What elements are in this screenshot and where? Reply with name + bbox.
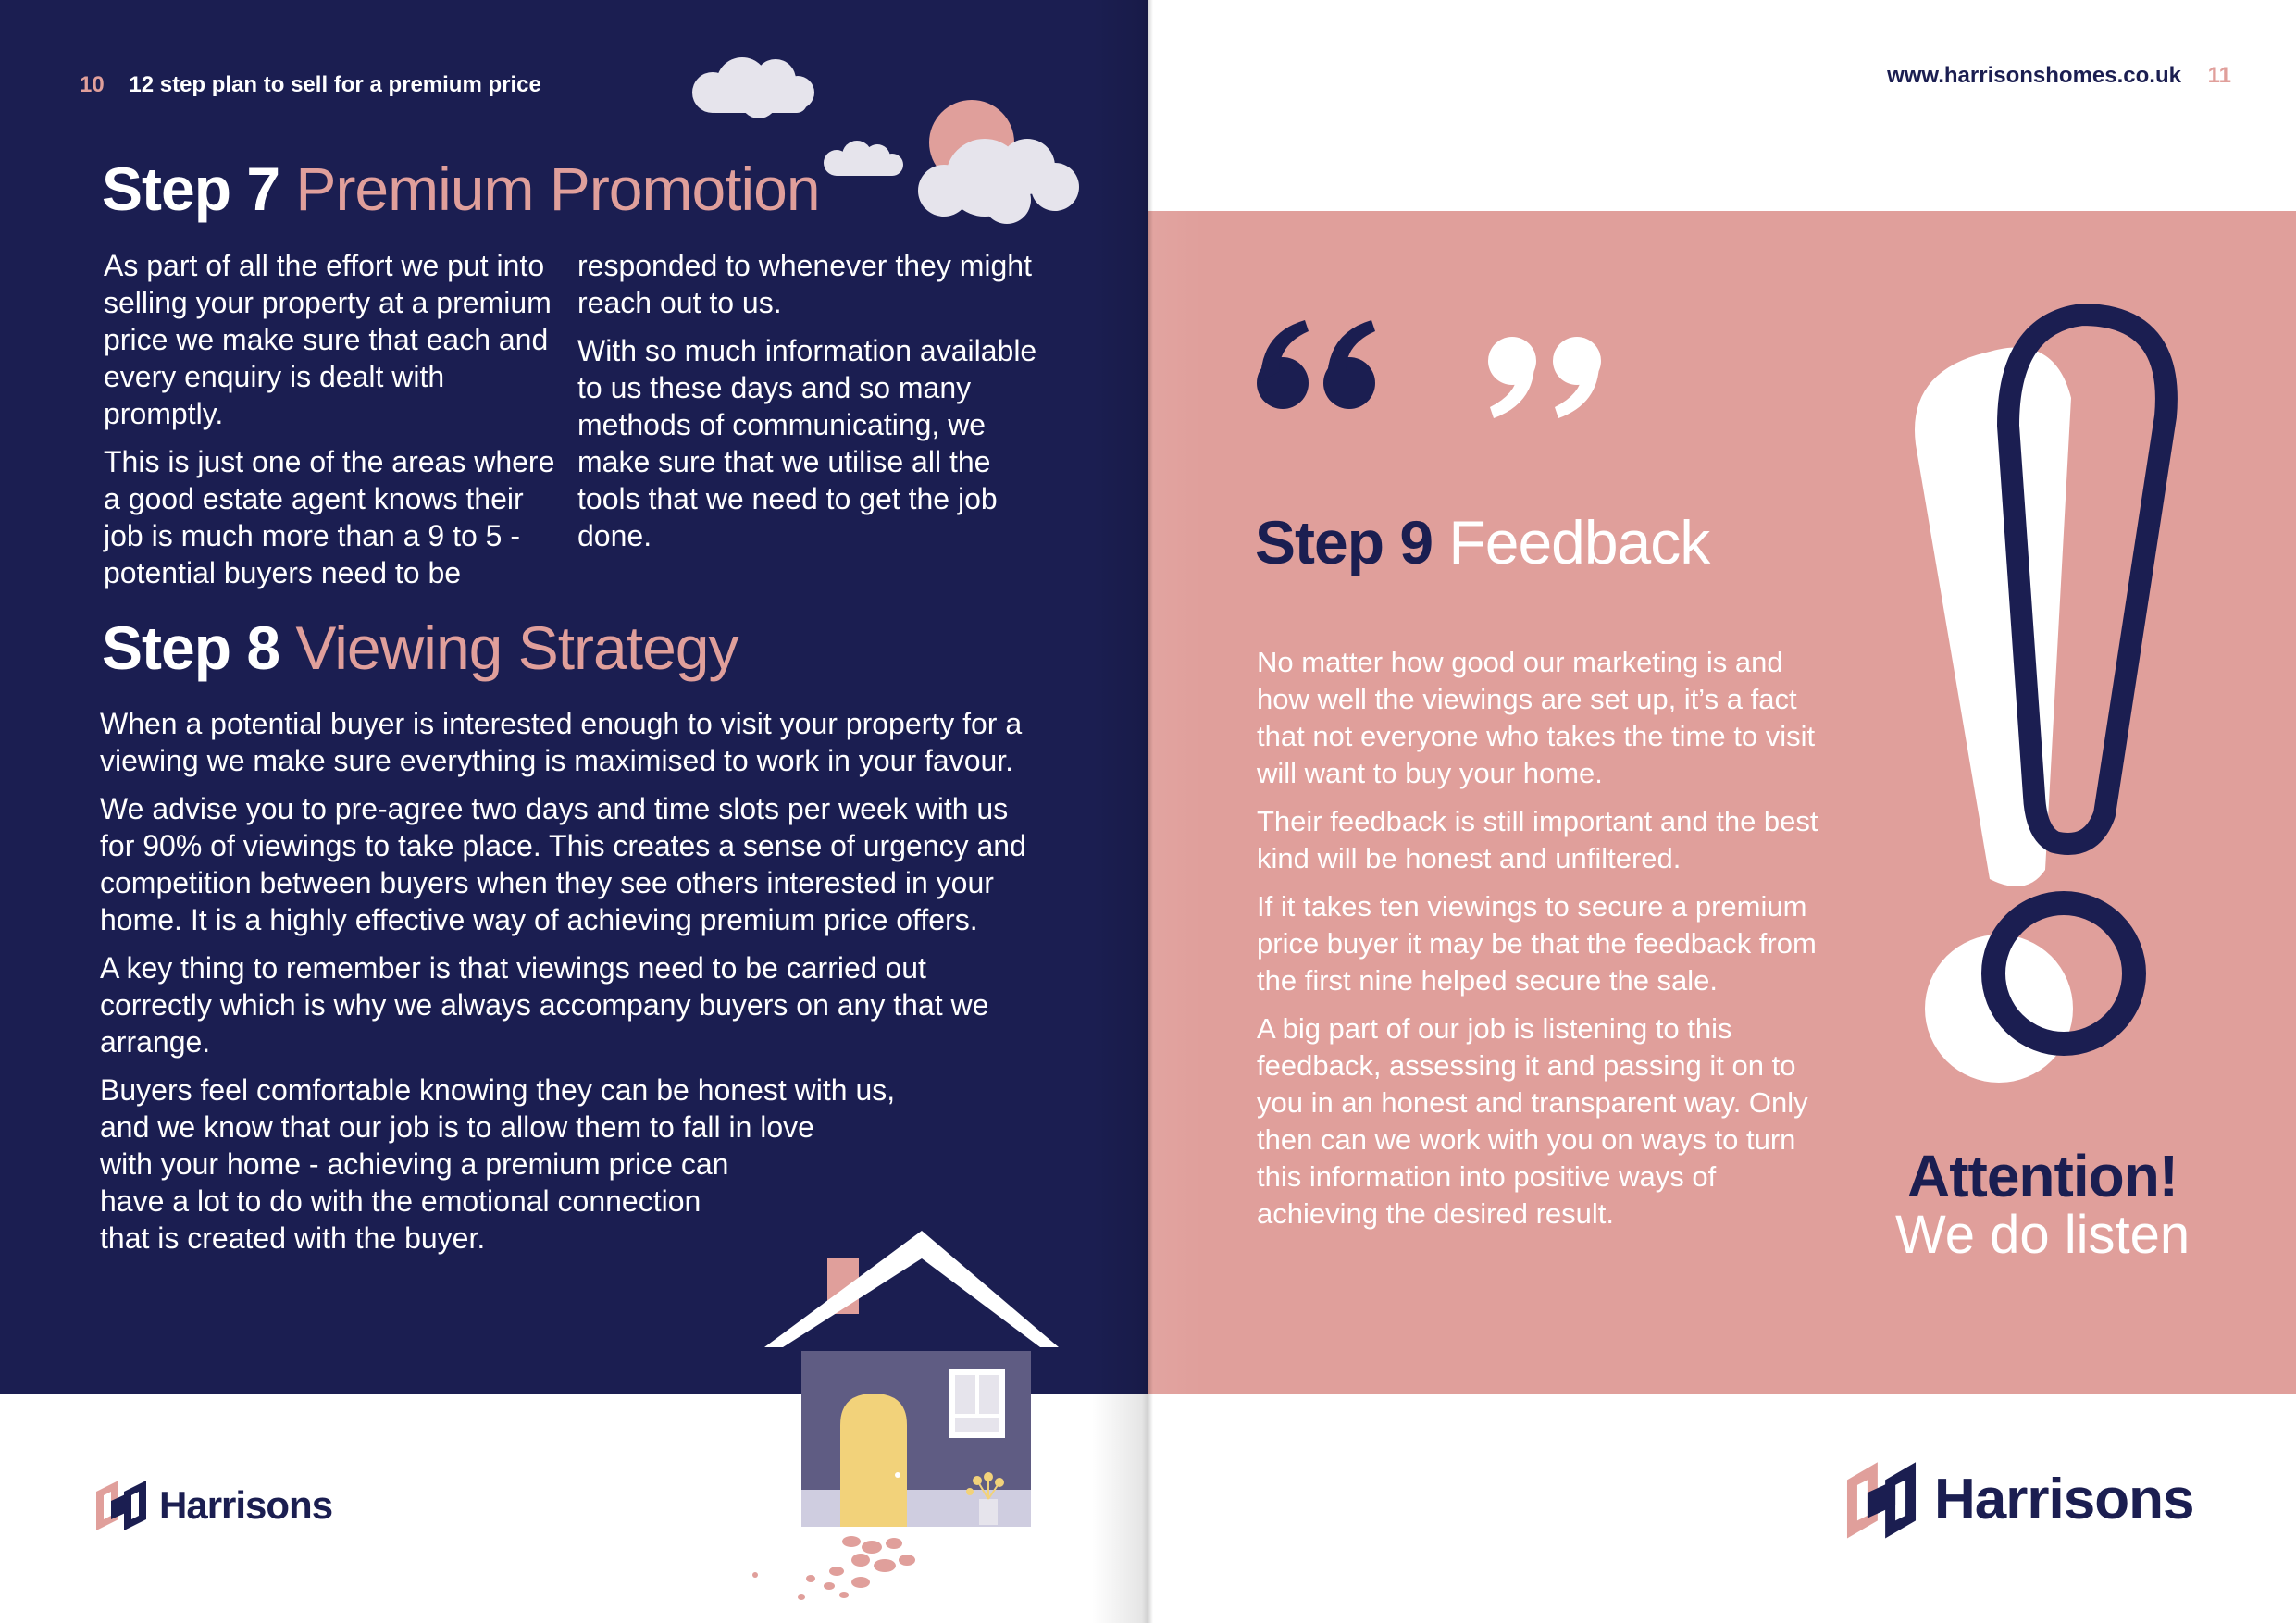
open-quote-icon: [1251, 305, 1390, 416]
close-quote-icon: [1479, 333, 1618, 426]
step8-paragraph: A key thing to remember is that viewings need to be carried out correctly which is why we always accompany buyers on any that we arrange.: [100, 951, 989, 1059]
website-url: www.harrisonshomes.co.uk: [1887, 63, 2181, 88]
step9-paragraph: Their feedback is still important and the best kind will be honest and unfiltered.: [1257, 805, 1818, 874]
harrisons-logo-left: [93, 1477, 332, 1534]
attention-title: Attention!: [1906, 1143, 2178, 1209]
step7-heading: [102, 154, 820, 224]
cloud-icon: [818, 139, 907, 181]
logo-wordmark: Harrisons: [159, 1483, 333, 1527]
step7-column-2: [577, 247, 1040, 565]
step7-paragraph: responded to whenever they might reach out to us.: [577, 249, 1032, 319]
step9-name: Feedback: [1448, 508, 1710, 576]
left-page-number: 10: [80, 72, 105, 97]
step9-heading: [1255, 507, 1709, 577]
harrisons-logo-icon: [93, 1477, 150, 1534]
exclamation-icon: [1906, 296, 2203, 1101]
attention-subtitle: We do listen: [1895, 1205, 2191, 1265]
text-line: that is created with the buyer.: [100, 1221, 486, 1255]
right-page-number: 11: [2207, 63, 2231, 88]
step9-paragraph: A big part of our job is listening to this feedback, assessing it and passing it on to you in an honest and transparent way. Only then can we work with you on ways to turn this information into positive ways of achieving the desired result.: [1257, 1012, 1808, 1230]
cloud-icon: [685, 56, 824, 120]
running-title: 12 step plan to sell for a premium price: [129, 72, 541, 97]
step7-name: Premium Promotion: [295, 155, 820, 223]
step7-paragraph: With so much information available to us these days and so many methods of communicating, we make sure that we utilise all the tools that we need to get the job done.: [577, 334, 1037, 552]
step8-heading: [102, 613, 738, 683]
step7-column-1: [104, 247, 565, 602]
harrisons-logo-icon: [1842, 1455, 1921, 1543]
text-line: have a lot to do with the emotional connection: [100, 1184, 701, 1218]
right-running-header: [1887, 63, 2231, 89]
cloud-icon: [916, 130, 1083, 228]
right-page-header: [1148, 0, 2296, 211]
step8-paragraph: We advise you to pre-agree two days and time slots per week with us for 90% of viewings to take place. This creates a sense of urgency and competition between buyers when they see others interested in your home. It is a highly effective way of achieving premium price offers.: [100, 792, 1026, 936]
step9-number: Step 9: [1255, 508, 1433, 576]
harrisons-logo-right: [1842, 1455, 2193, 1543]
step9-paragraph: No matter how good our marketing is and how well the viewings are set up, it’s a fact that not everyone who takes the time to visit will want to buy your home.: [1257, 646, 1816, 789]
text-line: Buyers feel comfortable knowing they can be honest with us,: [100, 1073, 896, 1107]
step7-paragraph: This is just one of the areas where a good estate agent knows their job is much more than a 9 to 5 - potential buyers need to be: [104, 445, 555, 589]
text-line: and we know that our job is to allow them to fall in love: [100, 1110, 814, 1144]
step8-paragraph: When a potential buyer is interested enough to visit your property for a viewing we make sure everything is maximised to work in your favour.: [100, 707, 1023, 777]
step8-number: Step 8: [102, 613, 280, 682]
step7-number: Step 7: [102, 155, 280, 223]
step7-paragraph: As part of all the effort we put into selling your property at a premium price we make sure that each and every enquiry is dealt with promptly.: [104, 249, 552, 430]
left-running-header: [80, 72, 541, 98]
step8-body: [100, 705, 1040, 1268]
step9-paragraph: If it takes ten viewings to secure a premium price buyer it may be that the feedback from the first nine helped secure the sale.: [1257, 890, 1817, 997]
step9-body: [1257, 644, 1831, 1244]
step8-name: Viewing Strategy: [295, 613, 738, 682]
text-line: with your home - achieving a premium price can: [100, 1147, 729, 1181]
logo-wordmark: Harrisons: [1934, 1467, 2194, 1531]
house-illustration: [722, 1221, 1074, 1610]
attention-callout: [1895, 1143, 2191, 1265]
